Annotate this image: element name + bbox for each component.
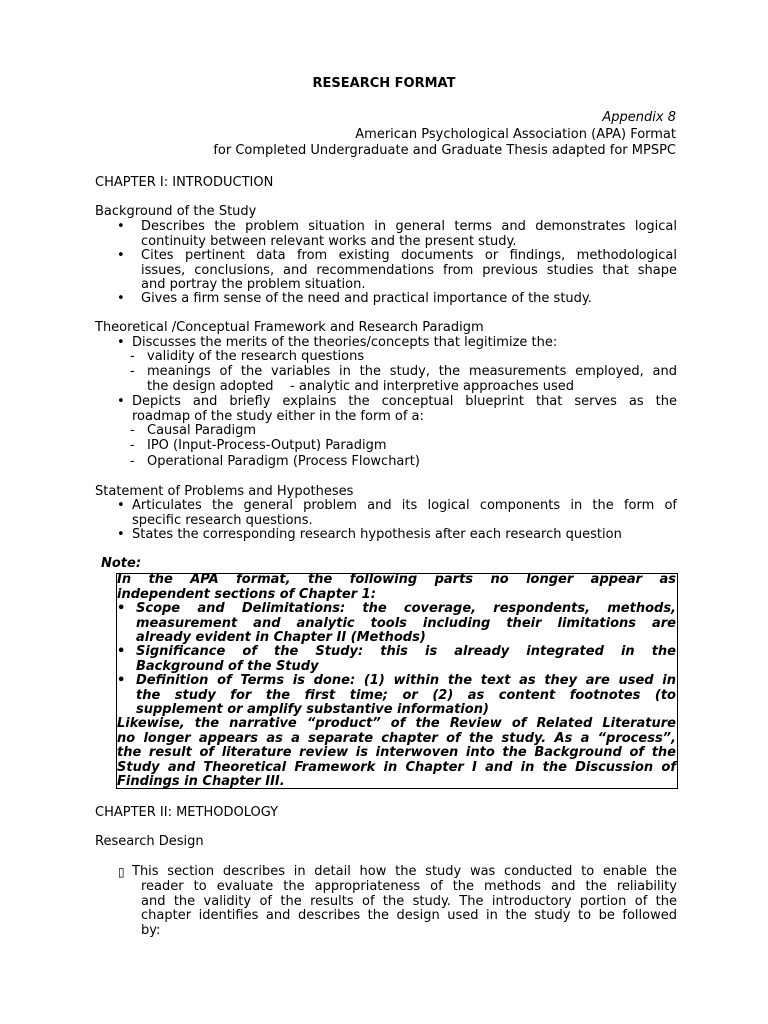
appendix-line-2: for Completed Undergraduate and Graduate Thesis adapted for MPSPC — [213, 143, 676, 158]
framework-sub2-1: Causal Paradigm — [147, 423, 257, 438]
appendix-line-1: American Psychological Association (APA) Format — [355, 127, 676, 142]
note-intro: In the APA format, the following parts no longer appear as independent sections of Chapter 1: — [117, 572, 676, 602]
framework-sub-2: meanings of the variables in the study, the measurements employed, and the design adopted - analytic and interpretive approaches used — [147, 364, 677, 394]
research-design-heading: Research Design — [95, 834, 204, 849]
problems-bullet-1: Articulates the general problem and its logical components in the form of specific research questions. — [132, 498, 677, 528]
bullet-marker: • — [117, 601, 126, 616]
note-item-3: Definition of Terms is done: (1) within the text as they are used in the study for the first time; or (2) as content footnotes (to supplement or amplify substantive information) — [136, 673, 676, 717]
bullet-marker: • — [117, 291, 125, 306]
checkbox-bullet-icon: ▯ — [118, 865, 125, 879]
framework-heading: Theoretical /Conceptual Framework and Research Paradigm — [95, 320, 484, 335]
background-bullet-2: Cites pertinent data from existing documents or findings, methodological issues, conclusions, and recommendations from previous studies that shape and portray the problem situation. — [141, 248, 677, 292]
bullet-marker: • — [117, 527, 125, 542]
dash-marker: - — [130, 349, 135, 364]
background-heading: Background of the Study — [95, 204, 257, 219]
chapter-2-heading: CHAPTER II: METHODOLOGY — [95, 805, 279, 820]
dash-marker: - — [130, 454, 135, 469]
design-paragraph: reader to evaluate the appropriateness of the methods and the reliability and the validity of the results of the study. The introductory portion of the chapter identifies and describes the design used in the study to be followed by: — [141, 879, 677, 938]
framework-bullet-1: Discusses the merits of the theories/concepts that legitimize the: — [132, 335, 558, 350]
note-item-2: Significance of the Study: this is already integrated in the Background of the Study — [136, 644, 676, 674]
bullet-marker: • — [117, 644, 126, 659]
framework-sub-1: validity of the research questions — [147, 349, 365, 364]
note-closing: Likewise, the narrative “product” of the Review of Related Literature no longer appears as a separate chapter of the study. As a “process”, the result of literature review is interwoven into the Background of the Study and Theoretical Framework in Chapter I and in the Discussion of Findings in Chapter III. — [117, 716, 676, 789]
dash-marker: - — [130, 364, 135, 379]
problems-bullet-2: States the corresponding research hypothesis after each research question — [132, 527, 622, 542]
document-title: RESEARCH FORMAT — [312, 76, 456, 91]
bullet-marker: • — [117, 498, 125, 513]
note-item-1: Scope and Delimitations: the coverage, respondents, methods, measurement and analytic tools including their limitations are already evident in Chapter II (Methods) — [136, 601, 676, 645]
appendix-label: Appendix 8 — [602, 110, 676, 125]
chapter-1-heading: CHAPTER I: INTRODUCTION — [95, 175, 274, 190]
bullet-marker: • — [117, 248, 125, 263]
background-bullet-1: Describes the problem situation in general terms and demonstrates logical continuity between relevant works and the present study. — [141, 219, 677, 249]
dash-marker: - — [130, 438, 135, 453]
bullet-marker: • — [117, 335, 125, 350]
framework-sub2-2: IPO (Input-Process-Output) Paradigm — [147, 438, 387, 453]
framework-bullet-2: Depicts and briefly explains the conceptual blueprint that serves as the roadmap of the study either in the form of a: — [132, 394, 677, 424]
background-bullet-3: Gives a firm sense of the need and practical importance of the study. — [141, 291, 592, 306]
bullet-marker: • — [117, 394, 125, 409]
bullet-marker: • — [117, 673, 126, 688]
framework-sub2-3: Operational Paradigm (Process Flowchart) — [147, 454, 420, 469]
note-label: Note: — [101, 556, 142, 571]
bullet-marker: • — [117, 219, 125, 234]
design-line-1: This section describes in detail how the study was conducted to enable the — [132, 864, 677, 879]
dash-marker: - — [130, 423, 135, 438]
problems-heading: Statement of Problems and Hypotheses — [95, 484, 354, 499]
